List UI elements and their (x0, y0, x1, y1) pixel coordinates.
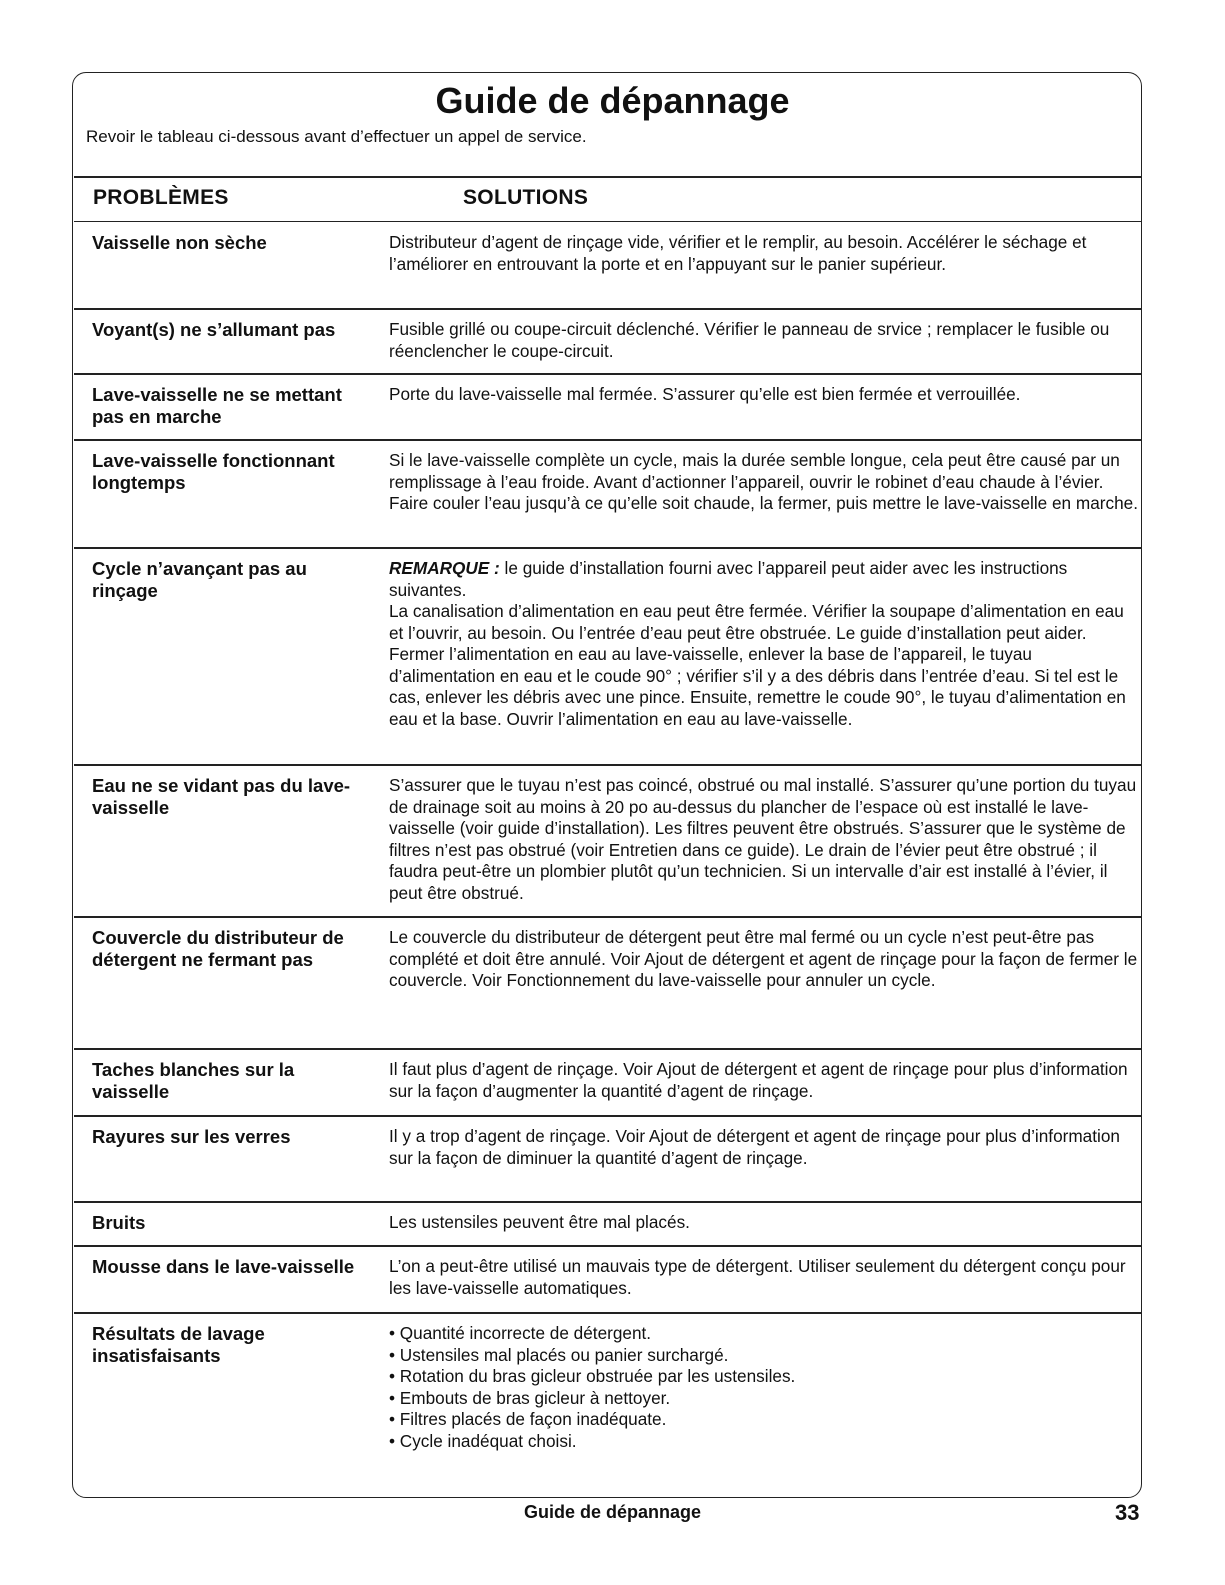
header-top-rule (74, 176, 1142, 178)
solution-text: Il faut plus d’agent de rinçage. Voir Ajout de détergent et agent de rinçage pour plus d’information sur la façon d’augmenter la quantité d’agent de rinçage. (389, 1059, 1128, 1101)
solution-bullet: • Rotation du bras gicleur obstruée par les ustensiles. (389, 1366, 1139, 1388)
solution-bullet: • Embouts de bras gicleur à nettoyer. (389, 1388, 1139, 1410)
problem-label: Résultats de lavage insatisfaisants (92, 1323, 265, 1366)
row-divider (74, 916, 1142, 918)
problem-label: Voyant(s) ne s’allumant pas (92, 319, 336, 340)
row-divider (74, 1312, 1142, 1314)
note-text: le guide d’installation fourni avec l’appareil peut aider avec les instructions suivantes. (389, 558, 1068, 600)
solutions-header: SOLUTIONS (463, 186, 589, 209)
row-divider (74, 1048, 1142, 1050)
row-divider (74, 764, 1142, 766)
intro-text: Revoir le tableau ci-dessous avant d’effectuer un appel de service. (86, 127, 587, 146)
solution-cell (389, 384, 1139, 406)
solution-cell (389, 1059, 1139, 1102)
header-bottom-rule (74, 221, 1142, 222)
page-number: 33 (1115, 1500, 1140, 1525)
solution-bullet: • Filtres placés de façon inadéquate. (389, 1409, 1139, 1431)
solution-text: Distributeur d’agent de rinçage vide, vérifier et le remplir, au besoin. Accélérer le séchage et l’améliorer en entrouvant la porte et en l’appuyant sur le panier supérieur. (389, 232, 1087, 274)
row-divider (74, 547, 1142, 549)
problem-label: Mousse dans le lave-vaisselle (92, 1256, 355, 1277)
solution-cell (389, 775, 1139, 904)
problem-label: Rayures sur les verres (92, 1126, 291, 1147)
row-divider (74, 1201, 1142, 1203)
row-divider (74, 1115, 1142, 1117)
problem-label: Bruits (92, 1212, 146, 1233)
problem-label: Couvercle du distributeur de détergent ne fermant pas (92, 927, 344, 970)
problem-label: Cycle n’avançant pas au rinçage (92, 558, 307, 601)
row-divider (74, 308, 1142, 310)
solution-cell (389, 319, 1139, 362)
solution-cell (389, 1126, 1139, 1169)
footer-title: Guide de dépannage (523, 1502, 702, 1522)
row-divider (74, 1245, 1142, 1247)
note-label: REMARQUE : (389, 558, 500, 578)
solution-cell (389, 927, 1139, 992)
problem-label: Eau ne se vidant pas du lave-vaisselle (92, 775, 351, 818)
problem-label: Taches blanches sur la vaisselle (92, 1059, 295, 1102)
solution-cell (389, 558, 1139, 730)
solution-text: Il y a trop d’agent de rinçage. Voir Ajout de détergent et agent de rinçage pour plus d’information sur la façon de diminuer la quantité d’agent de rinçage. (389, 1126, 1120, 1168)
problem-label: Lave-vaisselle fonctionnant longtemps (92, 450, 335, 493)
solution-text: Le couvercle du distributeur de détergent peut être mal fermé ou un cycle n’est peut-être pas complété et doit être annulé. Voir Ajout de détergent et agent de rinçage pour la façon de fermer le couvercle. Voir Fonctionnement du lave-vaisselle pour annuler un cycle. (389, 927, 1138, 990)
note-paragraph (389, 558, 1139, 601)
solution-text: Les ustensiles peuvent être mal placés. (389, 1212, 690, 1232)
solution-cell (389, 1212, 1139, 1234)
solution-text: S’assurer que le tuyau n’est pas coincé, obstrué ou mal installé. S’assurer qu’une portion du tuyau de drainage soit au moins à 20 po au-dessus du plancher de l’espace où est installé le lave-vaisselle (voir guide d’installation). Les filtres peuvent être obstrués. S’assurer que le système de filtres n’est pas obstrué (voir Entretien dans ce guide). Le drain de l’évier peut être obstrué ; il faudra peut-être un plombier plutôt qu’un technicien. Si un intervalle d’air est installé à l’évier, il peut être obstrué. (389, 775, 1137, 903)
solution-bullet-list (389, 1323, 1139, 1452)
solution-cell (389, 1323, 1139, 1452)
problems-header: PROBLÈMES (93, 186, 229, 209)
row-divider (74, 439, 1142, 441)
solution-bullet: • Quantité incorrecte de détergent. (389, 1323, 1139, 1345)
solution-text: Fusible grillé ou coupe-circuit déclenché. Vérifier le panneau de srvice ; remplacer le fusible ou réenclencher le coupe-circuit. (389, 319, 1110, 361)
solution-text: L’on a peut-être utilisé un mauvais type de détergent. Utiliser seulement du détergent conçu pour les lave-vaisselle automatiques. (389, 1256, 1126, 1298)
page-title: Guide de dépannage (435, 80, 790, 121)
solution-text: Porte du lave-vaisselle mal fermée. S’assurer qu’elle est bien fermée et verrouillée. (389, 384, 1021, 404)
solution-bullet: • Cycle inadéquat choisi. (389, 1431, 1139, 1453)
solution-text: La canalisation d’alimentation en eau peut être fermée. Vérifier la soupape d’alimentation en eau et l’ouvrir, au besoin. Ou l’entrée d’eau peut être obstruée. Le guide d’installation peut aider. Fermer l’alimentation en eau au lave-vaisselle, enlever la base de l’appareil, le tuyau d’alimentation en eau et le coude 90° ; vérifier s’il y a des débris dans l’entrée d’eau. Si tel est le cas, enlever les débris avec une pince. Ensuite, remettre le coude 90°, le tuyau d’alimentation en eau et la base. Ouvrir l’alimentation en eau au lave-vaisselle. (389, 601, 1126, 729)
row-divider (74, 373, 1142, 375)
solution-cell (389, 232, 1139, 275)
solution-cell (389, 450, 1139, 515)
solution-cell (389, 1256, 1139, 1299)
solution-text: Si le lave-vaisselle complète un cycle, mais la durée semble longue, cela peut être causé par un remplissage à l’eau froide. Avant d’actionner l’appareil, ouvrir le robinet d’eau chaude à l’évier. Faire couler l’eau jusqu’à ce qu’elle soit chaude, la fermer, puis mettre le lave-vaisselle en marche. (389, 450, 1138, 513)
problem-label: Vaisselle non sèche (92, 232, 267, 253)
solution-bullet: • Ustensiles mal placés ou panier surchargé. (389, 1345, 1139, 1367)
problem-label: Lave-vaisselle ne se mettant pas en marche (92, 384, 342, 427)
